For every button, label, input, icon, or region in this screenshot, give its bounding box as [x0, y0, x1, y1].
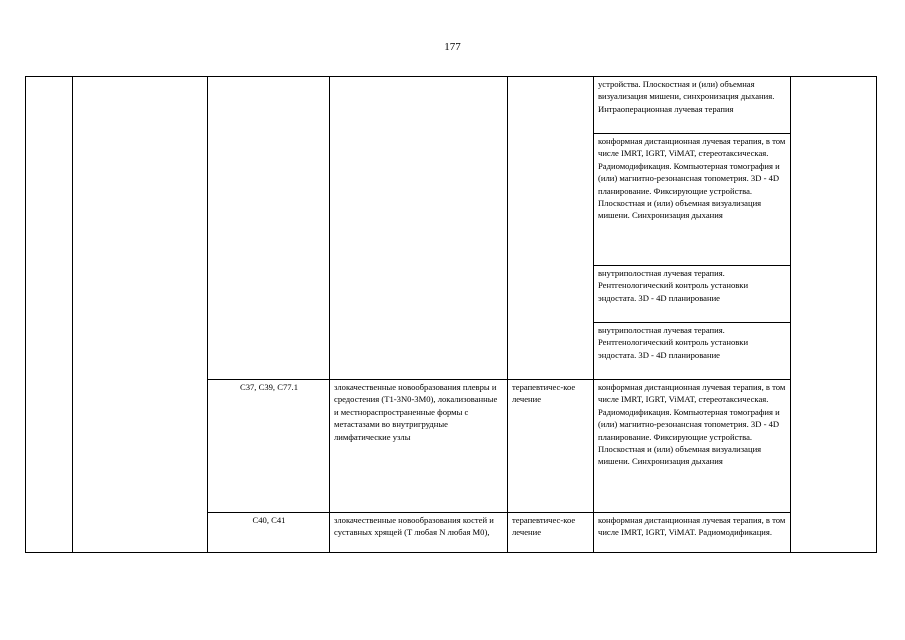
treatment-type-cell: терапевтичес-кое лечение	[508, 513, 594, 553]
treatment-type-cell	[508, 77, 594, 380]
table-row	[26, 77, 877, 134]
diagnosis-cell: злокачественные новообразования костей и суставных хрящей (T любая N любая M0),	[330, 513, 508, 553]
page-number: 177	[444, 41, 461, 53]
icd-code-cell: C37, C39, C77.1	[208, 380, 330, 513]
treatment-method-cell: конформная дистанционная лучевая терапия, в том числе IMRT, IGRT, ViMAT, стереотаксическая. Радиомодификация. Компьютерная томография и (или) магнитно-резонансная топометрия. 3D - 4D планирование. Фиксирующие устройства. Плоскостная и (или) объемная визуализация мишени. Синхронизация дыхания	[594, 134, 791, 266]
treatment-method-cell: устройства. Плоскостная и (или) объемная визуализация мишени, синхронизация дыхания. Интраоперационная лучевая терапия	[594, 77, 791, 134]
icd-code-cell: C40, C41	[208, 513, 330, 553]
procedures-table	[25, 76, 877, 553]
diagnosis-cell: злокачественные новообразования плевры и средостения (T1-3N0-3M0), локализованные и местнораспространенные формы с метастазами во внутригрудные лимфатические узлы	[330, 380, 508, 513]
icd-code-cell	[208, 77, 330, 380]
treatment-method-cell: конформная дистанционная лучевая терапия, в том числе IMRT, IGRT, ViMAT. Радиомодификация.	[594, 513, 791, 553]
profile-cell	[73, 77, 208, 553]
treatment-method-cell: внутриполостная лучевая терапия. Рентгенологический контроль установки эндостата. 3D - 4D планирование	[594, 323, 791, 380]
cost-cell	[791, 77, 877, 553]
treatment-method-cell: конформная дистанционная лучевая терапия, в том числе IMRT, IGRT, ViMAT, стереотаксическая. Радиомодификация. Компьютерная томография и (или) магнитно-резонансная топометрия. 3D - 4D планирование. Фиксирующие устройства. Плоскостная и (или) объемная визуализация мишени. Синхронизация дыхания	[594, 380, 791, 513]
number-cell	[26, 77, 73, 553]
treatment-method-cell: внутриполостная лучевая терапия. Рентгенологический контроль установки эндостата. 3D - 4D планирование	[594, 266, 791, 323]
treatment-type-cell: терапевтичес-кое лечение	[508, 380, 594, 513]
diagnosis-cell	[330, 77, 508, 380]
